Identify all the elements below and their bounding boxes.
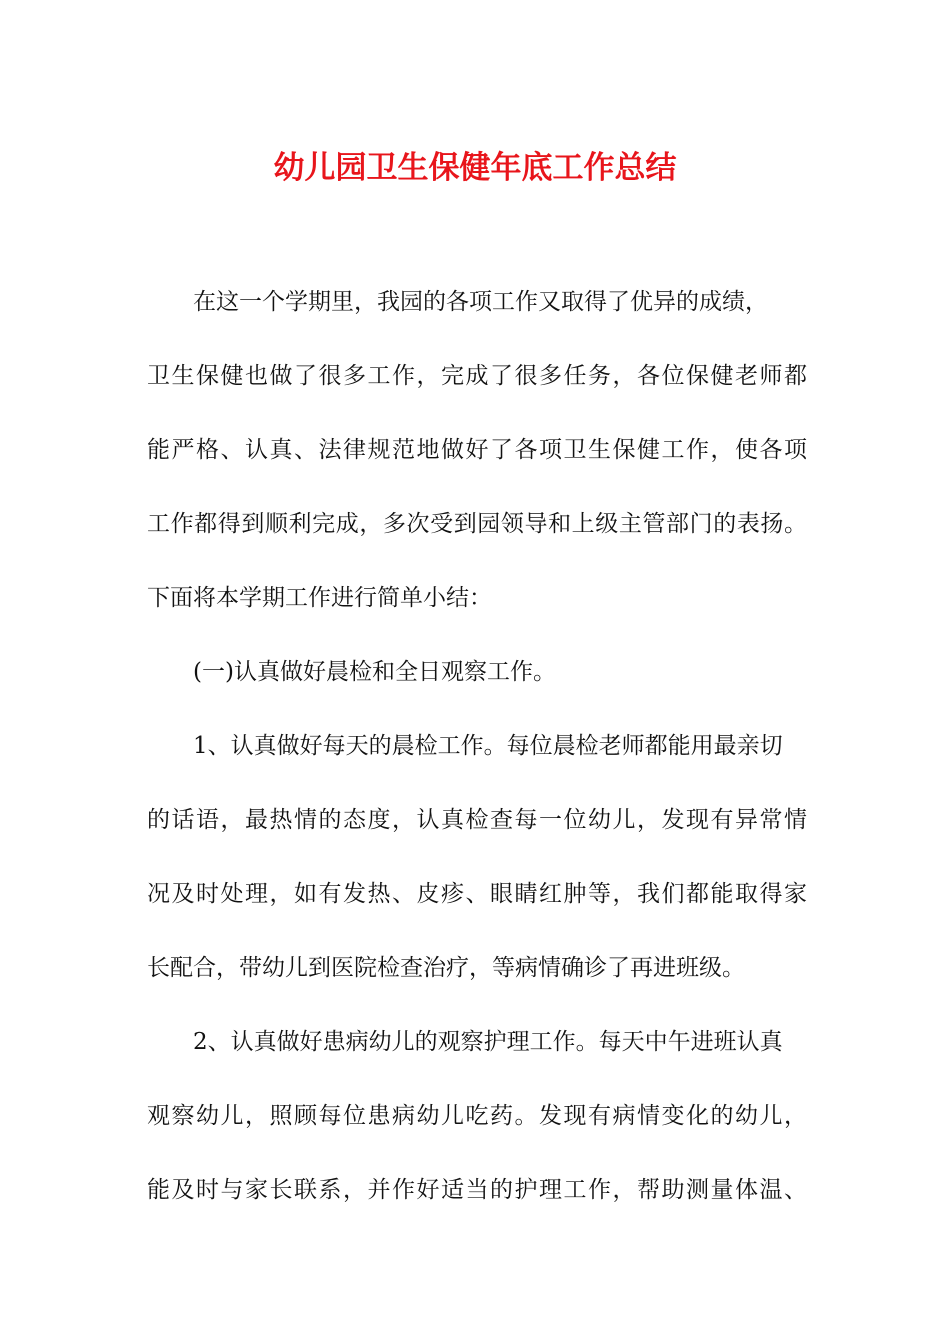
paragraph-line: 的话语，最热情的态度，认真检查每一位幼儿，发现有异常情 [147,807,807,833]
paragraph-line: 卫生保健也做了很多工作，完成了很多任务，各位保健老师都 [147,363,807,389]
paragraph-line: 能严格、认真、法律规范地做好了各项卫生保健工作，使各项 [147,437,807,463]
paragraph-line: 观察幼儿，照顾每位患病幼儿吃药。发现有病情变化的幼儿， [147,1103,807,1129]
paragraph-line: 在这一个学期里，我园的各项工作又取得了优异的成绩， [193,289,768,315]
paragraph-line: 能及时与家长联系，并作好适当的护理工作，帮助测量体温、 [147,1177,807,1203]
paragraph-line: 长配合，带幼儿到医院检查治疗，等病情确诊了再进班级。 [147,955,745,981]
paragraph-line: 1、认真做好每天的晨检工作。每位晨检老师都能用最亲切 [193,733,783,759]
paragraph-line: 况及时处理，如有发热、皮疹、眼睛红肿等，我们都能取得家 [147,881,807,907]
section-heading: (一)认真做好晨检和全日观察工作。 [193,659,556,685]
paragraph-line: 下面将本学期工作进行简单小结： [147,585,492,611]
document-title: 幼儿园卫生保健年底工作总结 [273,150,677,186]
paragraph-line: 2、认真做好患病幼儿的观察护理工作。每天中午进班认真 [193,1029,783,1055]
document-body [147,278,807,1240]
paragraph-line: 工作都得到顺利完成，多次受到园领导和上级主管部门的表扬。 [147,511,807,537]
